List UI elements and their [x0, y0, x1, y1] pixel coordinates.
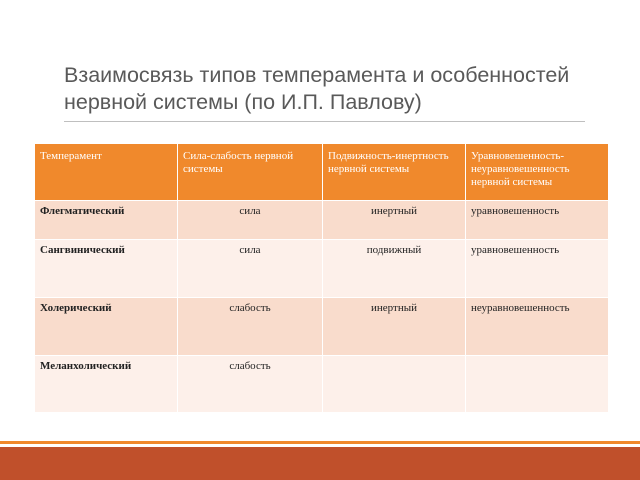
cell-balance: уравновешенность — [466, 240, 609, 298]
header-strength: Сила-слабость нервной системы — [178, 144, 323, 201]
cell-strength: слабость — [178, 356, 323, 413]
footer-accent-line — [0, 441, 640, 444]
table-row — [35, 356, 609, 413]
header-balance: Уравновешенность-неуравновешенность нервной системы — [466, 144, 609, 201]
cell-balance: неуравновешенность — [466, 298, 609, 356]
cell-temperament: Сангвинический — [35, 240, 178, 298]
temperament-table — [34, 143, 609, 413]
cell-temperament: Холерический — [35, 298, 178, 356]
cell-balance: уравновешенность — [466, 201, 609, 240]
table-header-row — [35, 144, 609, 201]
table-row — [35, 298, 609, 356]
cell-strength: сила — [178, 201, 323, 240]
cell-balance — [466, 356, 609, 413]
header-mobility: Подвижность-инертность нервной системы — [323, 144, 466, 201]
header-temperament: Темперамент — [35, 144, 178, 201]
cell-mobility: подвижный — [323, 240, 466, 298]
cell-temperament: Меланхолический — [35, 356, 178, 413]
footer-bar — [0, 447, 640, 480]
cell-strength: слабость — [178, 298, 323, 356]
table-row — [35, 201, 609, 240]
cell-mobility: инертный — [323, 201, 466, 240]
table-row — [35, 240, 609, 298]
slide-title — [64, 62, 604, 116]
slide-title-line-1: Взаимосвязь типов темперамента и особенностей — [64, 63, 570, 87]
cell-temperament: Флегматический — [35, 201, 178, 240]
slide-title-line-2: нервной системы (по И.П. Павлову) — [64, 90, 422, 114]
cell-mobility — [323, 356, 466, 413]
title-divider — [64, 121, 585, 122]
cell-strength: сила — [178, 240, 323, 298]
cell-mobility: инертный — [323, 298, 466, 356]
